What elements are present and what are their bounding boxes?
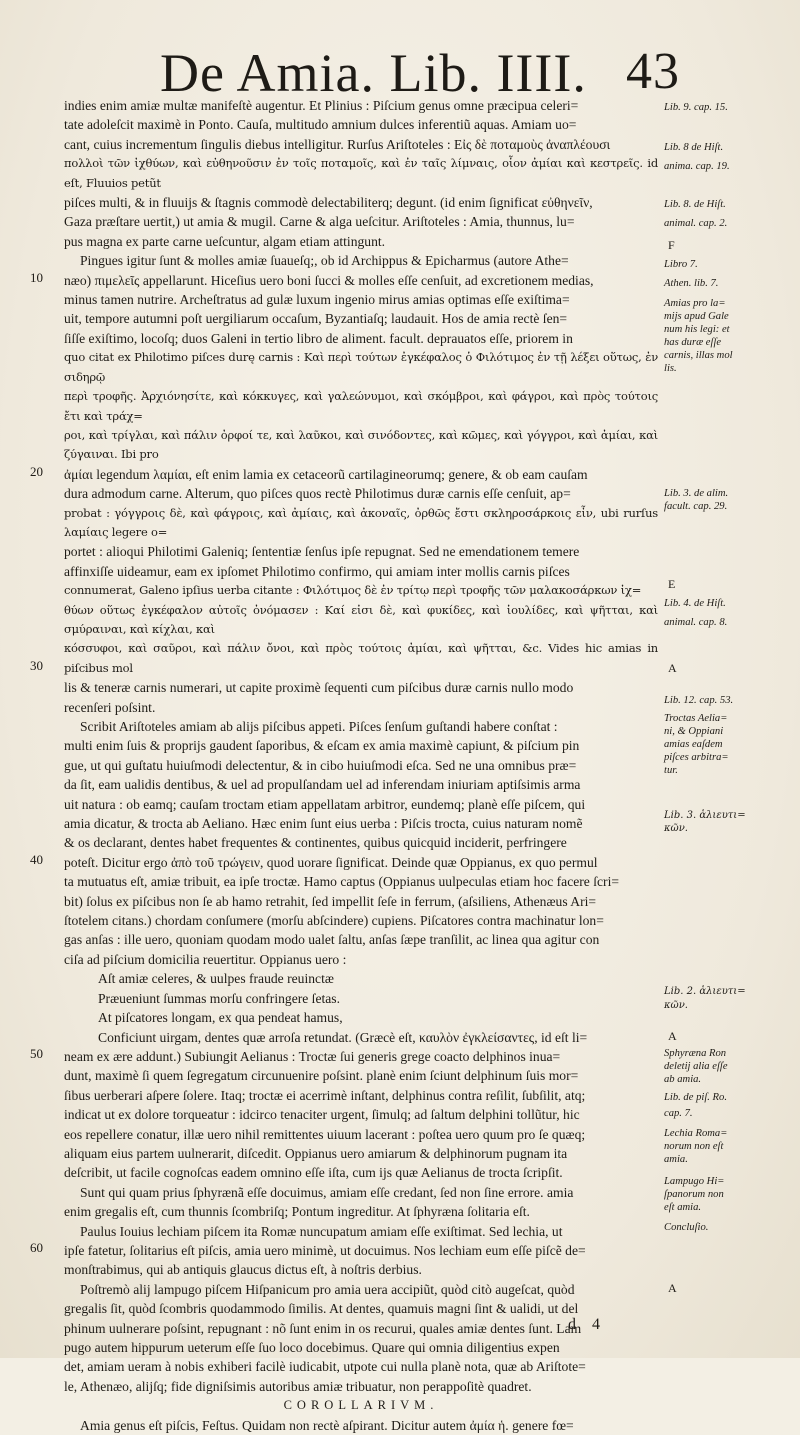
text-line: amia dicatur, & trocta ab Aeliano. Hæc enim ſunt eius uerba : Piſcis trocta, cuius naturam nomẽ <box>64 816 583 832</box>
margin-letter: A <box>668 661 677 675</box>
margin-note: mijs apud Gale <box>664 311 729 322</box>
text-line: portet : alioqui Philotimi Galeniq; ſententiæ ſenſus ipſe repugnat. Sed ne emendationem temere <box>64 544 580 560</box>
text-line: le, Athenæo, alijſq; fide digniſsimis autoribus amiæ tribuatur, non perappoſitè quadret. <box>64 1378 532 1394</box>
text-line: quo citat ex Philotimo piſces durę carnis : Καὶ περὶ τούτων ἐγκέφαλος ὁ Φιλότιμος ἐν τῇ λέξει οὕτως, ἐν σιδηρῷ <box>64 350 658 384</box>
text-line: cant, cuius incrementum ſingulis diebus intelligitur. Rurſus Ariſtoteles : Εἰς δὲ ποταμοὺς ἀναπλέουσι <box>64 136 611 152</box>
margin-note: facult. cap. 29. <box>664 501 728 512</box>
margin-note: deletij alia eſſe <box>664 1061 728 1072</box>
margin-note: ni, & Oppiani <box>664 726 724 737</box>
folio-number: 43 <box>626 43 680 100</box>
text-line: gregalis ſit, quòd ſcombris quodammodo ſimilis. At dentes, quamuis magni ſint & ualidi, ut del <box>64 1301 579 1317</box>
text-line: indies enim amiæ multæ manifeſtè augentur. Et Plinius : Piſcium genus omne præcipua celeri= <box>64 98 579 113</box>
verse-line: Conficiunt uirgam, dentes quæ arroſa retundat. (Græcè eſt, καυλὸν ἐγκλείσαντες, id eſt li= <box>98 1029 588 1045</box>
text-line: pus magna ex parte carne ueſcuntur, algam etiam attingunt. <box>64 233 386 249</box>
margin-note: cap. 7. <box>664 1108 693 1119</box>
text-line: poteſt. Dicitur ergo ἀπὸ τοῦ τρώγειν, quod uorare ſignificat. Deinde quæ Oppianus, ex quo permul <box>64 854 598 870</box>
margin-note: tur. <box>664 765 678 776</box>
text-line: lis & teneræ carnis numerari, ut capite proximè ſequenti cum piſcibus duræ carnis nullo modo <box>64 680 574 696</box>
verse-line: Aſt amiæ celeres, & uulpes fraude reuinctæ <box>98 971 334 987</box>
text-line: indicat ut ex dolore torqueatur : idcirco tenaciter urgent, ſimulq; ad ſaltum delphini tollũtur, hic <box>64 1107 580 1123</box>
text-line: da ſit, eam ualidis dentibus, & uel ad propulſandam uel ad inferendam iniuriam aptiſsimis arma <box>64 777 581 793</box>
line-number: 10 <box>30 270 43 285</box>
text-line: πολλοὶ τῶν ἰχθύων, καὶ εὐθηνοῦσιν ἐν τοῖς ποταμοῖς, καὶ ἐν ταῖς λίμναις, οἷον ἀμίαι καὶ κεστρεῖς. id eſt, Fluuios petũt <box>64 156 658 190</box>
margin-note: Lechia Roma= <box>664 1128 728 1139</box>
margin-note: κῶν. <box>664 1000 688 1011</box>
margin-note: anima. cap. 19. <box>664 161 730 172</box>
text-line: dunt, maximè ſi quem ſegregatum circunuenire poſsint. planè enim ſciunt delphinum ſuis mor= <box>64 1068 579 1084</box>
text-line: ipſe fatetur, ſolitarius eſt piſcis, amia uero minimè, ut docuimus. Nos lechiam eum eſſe piſcẽ de= <box>64 1242 586 1258</box>
margin-note: ab amia. <box>664 1074 702 1085</box>
text-line: & os declarant, dentes habet frequentes & continentes, quibus quicquid inciderit, perfringere <box>64 835 567 851</box>
text-line: deſcribit, ut facile cognoſcas eadem omnino eſſe iſta, cum ijs quæ Aelianus de trocta ſcripſit. <box>64 1165 563 1181</box>
text-line: pugo autem hippurum ueterum eſſe ſuo loco docebimus. Quare qui omnia diligentius expen <box>64 1340 560 1355</box>
text-line: ſiſſe exiſtimo, locoſq; duos Galeni in tertio libro de aliment. facult. deprauatos eſſe, priorem in <box>64 330 573 346</box>
text-line: aliquam eius partem uulnerarit, diſcedit. Oppianus uero amiarum & delphinorum pugnam ita <box>64 1145 568 1161</box>
text-line: gas anſas : ille uero, quoniam quodam modo ualet ſaltu, anſas ſæpe tranſilit, ac linea qua agitur con <box>64 932 600 948</box>
text-line: κόσσυφοι, καὶ σαῦροι, καὶ πάλιν ὄνοι, καὶ πρὸς τούτοις ἀμίαι, καὶ ψῆτται, &c. Vides hic amias in piſcibus mol <box>64 641 658 675</box>
margin-note: amias eaſdem <box>664 739 723 750</box>
text-line: ſibus uerberari aſpere ſolere. Itaq; troctæ ei acerrimè inſtant, delphinus contra reſilit, ſubſilit, atq; <box>64 1087 586 1103</box>
text-line: Gaza præſtare uertit,) ut amia & mugil. Carne & alga ueſcitur. Ariſtoteles : Amia, thunnus, lu= <box>64 214 575 230</box>
signature-mark: d 4 <box>568 1316 606 1333</box>
verse-line: At piſcatores longam, ex qua pendeat hamus, <box>98 1010 343 1026</box>
margin-note: has duræ eſſe <box>664 337 722 348</box>
text-line: multi enim ſuis & proprijs gaudent ſaporibus, & eſcam ex amia maximè capiunt, & piſcium pin <box>64 738 580 754</box>
text-line: eos repellere conatur, illæ uero nihil remittentes uiuum lacerant : poſtea uero quum pro ſe quæq; <box>64 1126 586 1142</box>
running-title: De Amia. Lib. IIII. <box>160 43 587 103</box>
text-line: recenſeri poſsint. <box>64 699 156 715</box>
margin-note: Troctas Aelia= <box>664 713 728 724</box>
margin-note: eſt amia. <box>664 1202 702 1213</box>
margin-note: Lib. de piſ. Ro. <box>664 1092 727 1103</box>
margin-letter: A <box>668 1029 677 1043</box>
margin-note: amia. <box>664 1154 688 1165</box>
text-line: uit natura : ob eamq; cauſam troctam etiam appellatam arbitror, eundemq; planè eſſe piſcem, qui <box>64 796 586 812</box>
margin-note: Lib. 8. de Hiſt. <box>664 199 726 210</box>
text-line: enim gregalis eſt, cum thunnis ſcombriſq; Pontum ingreditur. At ſphyræna ſolitaria eſt. <box>64 1204 530 1220</box>
text-line: ciſa ad piſcium domicilia reuertitur. Oppianus uero : <box>64 951 347 967</box>
text-line: tate adoleſcit maximè in Ponto. Cauſa, multitudo amnium dulces inferentiũ aquas. Amiam uo= <box>64 117 577 133</box>
text-line: det, amiam ueram à nobis exhiberi facilè iudicabit, utpote cui nulla planè nota, quæ ab Ariſtote= <box>64 1359 586 1375</box>
margin-note: animal. cap. 8. <box>664 617 728 628</box>
text-line: Scribit Ariſtoteles amiam ab alijs piſcibus appeti. Piſces ſenſum guſtandi habere conſtat : <box>80 719 558 734</box>
text-line: uit, tempore autumni poſt uergiliarum occaſum, Byzantiaſq; laudauit. Hos de amia rectè ſen= <box>64 311 568 327</box>
margin-letter: F <box>668 238 675 252</box>
margin-note: κῶν. <box>664 823 688 834</box>
text-line: piſces multi, & in fluuijs & ſtagnis commodè delectabiliterq; degunt. (id enim ſignificat εὐθηνεῖν, <box>64 195 593 211</box>
margin-note: Sphyræna Ron <box>664 1048 727 1059</box>
text-line: Pingues igitur ſunt & molles amiæ ſuaueſq;, ob id Archippus & Epicharmus (autore Athe= <box>80 253 569 269</box>
margin-note: carnis, illas mol <box>664 350 733 361</box>
text-line: Sunt qui quam prius ſphyrænã eſſe docuimus, amiam eſſe credant, ſed non ſine errore. amia <box>80 1184 574 1200</box>
margin-note: Libro 7. <box>664 259 698 270</box>
text-line: ta mutuatus eſt, amiæ tribuit, ea ipſe troctæ. Hamo captus (Oppianus uulpeculas etiam hoc facere ſcri= <box>64 874 620 890</box>
text-line: næo) πιμελεῖς appellarunt. Hiceſius uero boni ſucci & molles eſſe cenſuit, ad excretionem medias, <box>64 272 594 288</box>
text-line: ſtotelem citans.) chordam conſumere (morſu abſcindere) cupiens. Piſcatores contra machinatur lon= <box>64 913 604 929</box>
text-line: ἀμίαι legendum λαμίαι, eſt enim lamia ex cetaceorũ cartilagineorumq; genere, & ob eam cauſam <box>64 466 588 482</box>
text-line: Paulus Iouius lechiam piſcem ita Romæ nuncupatum amiam eſſe exiſtimat. Sed lechia, ut <box>80 1223 563 1239</box>
line-number: 20 <box>30 464 43 479</box>
margin-note: Lib. 3. de alim. <box>664 488 729 499</box>
margin-note: norum non eſt <box>664 1141 724 1152</box>
main-text-column <box>64 96 658 1435</box>
text-line: connumerat, Galeno ipſius uerba citante : Φιλότιμος δὲ ἐν τρίτῳ περὶ τροφῆς τῶν μαλακοσάρκων ἰχ= <box>64 583 642 598</box>
margin-note: Athen. lib. 7. <box>664 278 719 289</box>
margin-note: Concluſio. <box>664 1222 709 1233</box>
text-line: θύων οὕτως ἐγκέφαλον αὐτοῖς ὀνόμασεν : Καί εἰσι δὲ, καὶ φυκίδες, καὶ ἰουλίδες, καὶ ψῆτται, καὶ σμύραιναι, καὶ κίχλαι, καὶ <box>64 602 658 636</box>
section-heading: COROLLARIVM. <box>283 1398 439 1413</box>
margin-note: piſces arbitra= <box>664 752 729 763</box>
margin-note: Lib. 12. cap. 53. <box>664 695 734 706</box>
text-line: minus tamen nutrire. Archeſtratus ad gulæ luxum ingenio mirus amias optimas eſſe exiſtima= <box>64 292 570 308</box>
margin-note: Lib. 2. ἁλιευτι= <box>664 986 746 997</box>
text-line: gue, ut qui guſtatu huiuſmodi delectentur, & in cibo huiuſmodi eſca. Sed ne una omnibus præ= <box>64 757 577 773</box>
line-number: 30 <box>30 658 43 673</box>
text-line: affinxiſſe uideamur, eam ex ipſomet Philotimo confirmo, qui amiam inter mollis carnis piſces <box>64 563 570 579</box>
text-line: Amia genus eſt piſcis, Feſtus. Quidam non rectè aſpirant. Dicitur autem ἀμία ἡ. genere fœ= <box>80 1417 574 1433</box>
line-number: 40 <box>30 852 43 867</box>
text-line: phinum uulnerare poſsint, repugnant : nõ ſunt enim in os recurui, quales amiæ dentes ſunt. Lam <box>64 1320 582 1336</box>
text-line: probat : γόγγροις δὲ, καὶ φάγροις, καὶ ἀμίαις, καὶ ἀκοναῖς, ὀρθῶς ἔστι σκληροσάρκοις εἶν, ubi rurſus λαμίαις legere o= <box>64 505 658 539</box>
text-line: monſtrabimus, qui ab antiquis glaucus dictus eſt, à noſtris derbius. <box>64 1262 422 1278</box>
margin-note: Amias pro la= <box>664 298 726 309</box>
text-line: περὶ τροφῆς. Ἀρχιόνησίτε, καὶ κόκκυγες, καὶ γαλεώνυμοι, καὶ σκόμβροι, καὶ φάγροι, καὶ πρὸς τούτοις ἔτι καὶ τράχ= <box>64 389 658 423</box>
line-number: 60 <box>30 1240 43 1255</box>
text-line: dura admodum carne. Alterum, quo piſces quos rectè Philotimus duræ carnis eſſe cenſuit, ap= <box>64 486 571 502</box>
margin-note: Lib. 8 de Hiſt. <box>664 142 724 153</box>
margin-note: num his legi: et <box>664 324 730 335</box>
margin-note: Lib. 3. ἁλιευτι= <box>664 810 746 821</box>
margin-note: lis. <box>664 363 677 374</box>
verse-line: Præueniunt ſummas morſu confringere ſetas. <box>98 990 340 1006</box>
text-line: bit) ſolus ex piſcibus non ſe ab hamo retrahit, ſed impellit ſeſe in ferrum, (aſsiliens, Athenæus Ari= <box>64 893 597 909</box>
margin-note: Lampugo Hi= <box>664 1176 725 1187</box>
margin-note: Lib. 9. cap. 15. <box>664 102 728 113</box>
text-line: neam ex ære addunt.) Subiungit Aelianus : Troctæ ſui generis grege coacto delphinos inua= <box>64 1048 561 1064</box>
margin-note: Lib. 4. de Hiſt. <box>664 598 726 609</box>
line-number: 50 <box>30 1046 43 1061</box>
margin-letter: A <box>668 1281 677 1295</box>
margin-note: animal. cap. 2. <box>664 218 728 229</box>
text-line: Poſtremò alij lampugo piſcem Hiſpanicum pro amia uera accipiũt, quòd citò augeſcat, quòd <box>80 1281 575 1297</box>
margin-note: ſpanorum non <box>664 1189 724 1200</box>
text-line: ροι, καὶ τρίγλαι, καὶ πάλιν ὀρφοί τε, καὶ λαῦκοι, καὶ σινόδοντες, καὶ κῶμες, καὶ γόγγροι, καὶ ἀμίαι, καὶ ζύγαιναι. Ibi pro <box>64 427 658 462</box>
margin-letter: E <box>668 577 676 591</box>
